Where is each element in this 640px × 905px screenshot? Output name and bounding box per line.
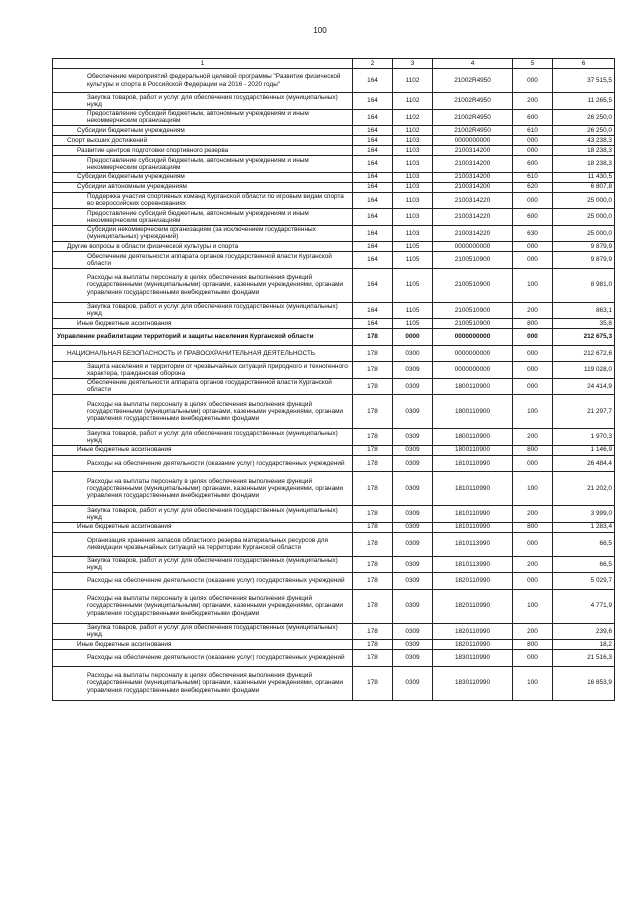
row-section-cell: 1103 [393, 182, 433, 192]
row-expense-type-cell: 200 [513, 302, 553, 319]
row-name-cell: Обеспечение деятельности аппарата органов государственной власти Курганской области [53, 378, 353, 395]
row-name-cell: Иные бюджетные ассигнования [53, 640, 353, 650]
row-code-cell: 164 [353, 302, 393, 319]
row-expense-type-cell: 630 [513, 225, 553, 242]
row-amount-cell: 8 981,0 [553, 268, 615, 302]
row-code-cell: 178 [353, 455, 393, 472]
row-name-cell: НАЦИОНАЛЬНАЯ БЕЗОПАСНОСТЬ И ПРАВООХРАНИТЕЛЬНАЯ ДЕЯТЕЛЬНОСТЬ [53, 345, 353, 362]
table-row [53, 126, 615, 136]
row-code-cell: 178 [353, 345, 393, 362]
row-code-cell: 164 [353, 252, 393, 269]
row-code-cell: 164 [353, 268, 393, 302]
budget-table [52, 58, 615, 701]
row-name-cell: Иные бюджетные ассигнования [53, 319, 353, 329]
row-expense-type-cell: 200 [513, 556, 553, 573]
row-name-cell: Расходы на обеспечение деятельности (оказание услуг) государственных учреждений [53, 650, 353, 667]
row-name-cell: Расходы на выплаты персоналу в целях обеспечения выполнения функций государственными (муниципальными) органами, казенными учреждениями, органами управления государственными внебюджетными фондами [53, 268, 353, 302]
row-name-cell: Иные бюджетные ассигнования [53, 445, 353, 455]
row-section-cell: 0309 [393, 623, 433, 640]
row-amount-cell: 863,1 [553, 302, 615, 319]
table-row [53, 573, 615, 590]
row-expense-type-cell: 200 [513, 429, 553, 446]
row-code-cell: 178 [353, 522, 393, 532]
row-amount-cell: 3 999,0 [553, 506, 615, 523]
row-code-cell: 164 [353, 93, 393, 110]
row-expense-type-cell: 800 [513, 640, 553, 650]
row-section-cell: 1105 [393, 242, 433, 252]
row-expense-type-cell: 000 [513, 362, 553, 379]
row-amount-cell: 26 484,4 [553, 455, 615, 472]
row-section-cell: 0309 [393, 506, 433, 523]
row-expense-type-cell: 000 [513, 136, 553, 146]
column-header: 3 [393, 59, 433, 69]
row-amount-cell: 9 879,9 [553, 242, 615, 252]
row-amount-cell: 18 238,3 [553, 156, 615, 173]
row-target-cell: 2100510900 [433, 302, 513, 319]
row-expense-type-cell: 100 [513, 268, 553, 302]
row-expense-type-cell: 800 [513, 319, 553, 329]
row-expense-type-cell: 000 [513, 329, 553, 346]
row-code-cell: 164 [353, 126, 393, 136]
row-target-cell: 2100314220 [433, 209, 513, 226]
row-expense-type-cell: 000 [513, 378, 553, 395]
row-target-cell: 21002R4950 [433, 109, 513, 126]
table-row [53, 532, 615, 556]
row-name-cell: Обеспечение мероприятий федеральной целевой программы "Развитие физической культуры и спорта в Российской Федерации на 2016 - 2020 годы" [53, 69, 353, 93]
row-amount-cell: 239,6 [553, 623, 615, 640]
row-target-cell: 1820110990 [433, 640, 513, 650]
row-target-cell: 1810110990 [433, 522, 513, 532]
row-expense-type-cell: 000 [513, 192, 553, 209]
row-code-cell: 164 [353, 242, 393, 252]
row-section-cell: 0309 [393, 445, 433, 455]
column-header: 4 [433, 59, 513, 69]
column-header: 6 [553, 59, 615, 69]
row-expense-type-cell: 200 [513, 623, 553, 640]
row-code-cell: 164 [353, 172, 393, 182]
row-expense-type-cell: 000 [513, 650, 553, 667]
row-target-cell: 2100314200 [433, 146, 513, 156]
row-expense-type-cell: 000 [513, 345, 553, 362]
row-section-cell: 0309 [393, 640, 433, 650]
row-code-cell: 178 [353, 556, 393, 573]
row-target-cell: 1800110900 [433, 445, 513, 455]
row-name-cell: Организация хранения запасов областного резерва материальных ресурсов для ликвидации чрезвычайных ситуаций на территории Курганской области [53, 532, 353, 556]
row-amount-cell: 26 250,0 [553, 109, 615, 126]
row-amount-cell: 1 970,3 [553, 429, 615, 446]
row-section-cell: 1103 [393, 225, 433, 242]
table-row [53, 225, 615, 242]
table-row [53, 172, 615, 182]
row-target-cell: 1810113990 [433, 556, 513, 573]
row-target-cell: 1830110990 [433, 650, 513, 667]
row-expense-type-cell: 600 [513, 209, 553, 226]
row-section-cell: 1102 [393, 109, 433, 126]
row-amount-cell: 21 516,3 [553, 650, 615, 667]
row-code-cell: 178 [353, 395, 393, 429]
row-expense-type-cell: 000 [513, 69, 553, 93]
row-code-cell: 178 [353, 640, 393, 650]
row-amount-cell: 11 430,5 [553, 172, 615, 182]
table-row [53, 182, 615, 192]
table-row [53, 556, 615, 573]
row-target-cell: 1810113990 [433, 532, 513, 556]
row-code-cell: 178 [353, 666, 393, 700]
row-code-cell: 178 [353, 329, 393, 346]
table-row [53, 650, 615, 667]
row-section-cell: 0309 [393, 395, 433, 429]
table-row [53, 378, 615, 395]
table-row [53, 268, 615, 302]
row-name-cell: Закупка товаров, работ и услуг для обеспечения государственных (муниципальных) нужд [53, 556, 353, 573]
row-target-cell: 0000000000 [433, 329, 513, 346]
row-name-cell: Предоставление субсидий бюджетным, автономным учреждениям и иным некоммерческим организациям [53, 156, 353, 173]
row-section-cell: 1105 [393, 252, 433, 269]
row-section-cell: 0309 [393, 532, 433, 556]
table-row [53, 69, 615, 93]
row-name-cell: Расходы на выплаты персоналу в целях обеспечения выполнения функций государственными (муниципальными) органами, казенными учреждениями, органами управления государственными внебюджетными фондами [53, 395, 353, 429]
row-name-cell: Предоставление субсидий бюджетным, автономным учреждениям и иным некоммерческим организациям [53, 209, 353, 226]
row-target-cell: 2100314220 [433, 225, 513, 242]
row-expense-type-cell: 100 [513, 666, 553, 700]
row-code-cell: 178 [353, 573, 393, 590]
row-target-cell: 1810110990 [433, 455, 513, 472]
row-amount-cell: 18 238,3 [553, 146, 615, 156]
row-name-cell: Обеспечение деятельности аппарата органов государственной власти Курганской области [53, 252, 353, 269]
row-target-cell: 2100314200 [433, 182, 513, 192]
row-code-cell: 178 [353, 472, 393, 506]
row-expense-type-cell: 100 [513, 589, 553, 623]
table-row [53, 192, 615, 209]
row-amount-cell: 1 146,9 [553, 445, 615, 455]
row-name-cell: Развитие центров подготовки спортивного резерва [53, 146, 353, 156]
row-section-cell: 0000 [393, 329, 433, 346]
row-expense-type-cell: 800 [513, 522, 553, 532]
row-target-cell: 0000000000 [433, 345, 513, 362]
row-amount-cell: 21 202,0 [553, 472, 615, 506]
row-name-cell: Расходы на обеспечение деятельности (оказание услуг) государственных учреждений [53, 455, 353, 472]
row-target-cell: 0000000000 [433, 362, 513, 379]
row-section-cell: 1105 [393, 268, 433, 302]
row-name-cell: Субсидии некоммерческим организациям (за исключением государственных (муниципальных) учреждений) [53, 225, 353, 242]
row-target-cell: 1820110990 [433, 573, 513, 590]
row-code-cell: 164 [353, 146, 393, 156]
row-amount-cell: 35,8 [553, 319, 615, 329]
row-amount-cell: 9 879,9 [553, 252, 615, 269]
table-header-row [53, 59, 615, 69]
column-header: 2 [353, 59, 393, 69]
row-amount-cell: 1 283,4 [553, 522, 615, 532]
table-row [53, 445, 615, 455]
row-code-cell: 178 [353, 506, 393, 523]
row-section-cell: 0309 [393, 650, 433, 667]
row-section-cell: 0309 [393, 556, 433, 573]
row-code-cell: 178 [353, 378, 393, 395]
row-expense-type-cell: 000 [513, 146, 553, 156]
row-name-cell: Спорт высших достижений [53, 136, 353, 146]
row-expense-type-cell: 100 [513, 472, 553, 506]
row-code-cell: 164 [353, 319, 393, 329]
row-section-cell: 0309 [393, 362, 433, 379]
row-section-cell: 1103 [393, 192, 433, 209]
row-section-cell: 1102 [393, 93, 433, 110]
row-section-cell: 1105 [393, 302, 433, 319]
row-amount-cell: 212 672,6 [553, 345, 615, 362]
row-expense-type-cell: 000 [513, 573, 553, 590]
table-row [53, 472, 615, 506]
row-expense-type-cell: 000 [513, 242, 553, 252]
table-row [53, 589, 615, 623]
row-amount-cell: 212 675,3 [553, 329, 615, 346]
column-header: 5 [513, 59, 553, 69]
row-expense-type-cell: 000 [513, 455, 553, 472]
row-expense-type-cell: 600 [513, 156, 553, 173]
row-expense-type-cell: 000 [513, 252, 553, 269]
row-amount-cell: 25 000,0 [553, 225, 615, 242]
table-row [53, 623, 615, 640]
row-name-cell: Закупка товаров, работ и услуг для обеспечения государственных (муниципальных) нужд [53, 429, 353, 446]
table-row [53, 455, 615, 472]
row-expense-type-cell: 200 [513, 506, 553, 523]
row-name-cell: Защита населения и территории от чрезвычайных ситуаций природного и техногенного характера, гражданская оборона [53, 362, 353, 379]
row-target-cell: 1810110990 [433, 506, 513, 523]
row-name-cell: Расходы на выплаты персоналу в целях обеспечения выполнения функций государственными (муниципальными) органами, казенными учреждениями, органами управления государственными внебюджетными фондами [53, 666, 353, 700]
row-section-cell: 1103 [393, 209, 433, 226]
row-amount-cell: 25 000,0 [553, 209, 615, 226]
row-section-cell: 0300 [393, 345, 433, 362]
row-section-cell: 1102 [393, 126, 433, 136]
row-name-cell: Другие вопросы в области физической культуры и спорта [53, 242, 353, 252]
row-amount-cell: 119 028,0 [553, 362, 615, 379]
row-code-cell: 178 [353, 429, 393, 446]
row-amount-cell: 5 029,7 [553, 573, 615, 590]
row-name-cell: Управление реабилитации территорий и защиты населения Курганской области [53, 329, 353, 346]
row-name-cell: Субсидии бюджетным учреждениям [53, 126, 353, 136]
row-target-cell: 0000000000 [433, 136, 513, 146]
row-section-cell: 0309 [393, 429, 433, 446]
row-name-cell: Субсидии автономным учреждениям [53, 182, 353, 192]
row-target-cell: 2100510900 [433, 268, 513, 302]
row-section-cell: 1103 [393, 136, 433, 146]
row-target-cell: 0000000000 [433, 242, 513, 252]
row-expense-type-cell: 800 [513, 445, 553, 455]
table-row [53, 109, 615, 126]
table-row [53, 146, 615, 156]
row-expense-type-cell: 100 [513, 395, 553, 429]
row-section-cell: 1105 [393, 319, 433, 329]
row-amount-cell: 26 250,0 [553, 126, 615, 136]
row-amount-cell: 4 771,9 [553, 589, 615, 623]
row-code-cell: 164 [353, 109, 393, 126]
row-target-cell: 1800110900 [433, 378, 513, 395]
row-name-cell: Иные бюджетные ассигнования [53, 522, 353, 532]
table-row [53, 242, 615, 252]
row-amount-cell: 21 297,7 [553, 395, 615, 429]
row-amount-cell: 11 265,5 [553, 93, 615, 110]
row-target-cell: 2100314200 [433, 172, 513, 182]
row-amount-cell: 6 807,8 [553, 182, 615, 192]
column-header: 1 [53, 59, 353, 69]
row-amount-cell: 16 853,9 [553, 666, 615, 700]
row-name-cell: Закупка товаров, работ и услуг для обеспечения государственных (муниципальных) нужд [53, 93, 353, 110]
row-code-cell: 164 [353, 225, 393, 242]
row-amount-cell: 66,5 [553, 532, 615, 556]
row-section-cell: 0309 [393, 472, 433, 506]
row-target-cell: 21002R4950 [433, 69, 513, 93]
row-expense-type-cell: 000 [513, 532, 553, 556]
row-target-cell: 1820110990 [433, 589, 513, 623]
table-row [53, 429, 615, 446]
row-code-cell: 164 [353, 182, 393, 192]
table-row [53, 506, 615, 523]
row-code-cell: 178 [353, 362, 393, 379]
row-target-cell: 1820110990 [433, 623, 513, 640]
row-section-cell: 0309 [393, 378, 433, 395]
row-section-cell: 0309 [393, 589, 433, 623]
row-amount-cell: 24 414,9 [553, 378, 615, 395]
row-section-cell: 0309 [393, 573, 433, 590]
row-target-cell: 21002R4950 [433, 126, 513, 136]
row-expense-type-cell: 610 [513, 126, 553, 136]
row-section-cell: 0309 [393, 666, 433, 700]
row-expense-type-cell: 200 [513, 93, 553, 110]
row-name-cell: Поддержка участия спортивных команд Курганской области по игровым видам спорта во всероссийских соревнованиях [53, 192, 353, 209]
table-row [53, 395, 615, 429]
row-section-cell: 0309 [393, 522, 433, 532]
table-row [53, 209, 615, 226]
row-name-cell: Расходы на обеспечение деятельности (оказание услуг) государственных учреждений [53, 573, 353, 590]
row-target-cell: 1800110900 [433, 395, 513, 429]
table-row [53, 666, 615, 700]
row-amount-cell: 43 238,3 [553, 136, 615, 146]
table-row [53, 136, 615, 146]
row-code-cell: 178 [353, 650, 393, 667]
row-target-cell: 2100314200 [433, 156, 513, 173]
row-code-cell: 178 [353, 623, 393, 640]
row-target-cell: 1800110900 [433, 429, 513, 446]
row-code-cell: 178 [353, 532, 393, 556]
row-name-cell: Расходы на выплаты персоналу в целях обеспечения выполнения функций государственными (муниципальными) органами, казенными учреждениями, органами управления государственными внебюджетными фондами [53, 472, 353, 506]
page-number: 100 [313, 26, 327, 35]
row-code-cell: 164 [353, 192, 393, 209]
row-target-cell: 21002R4950 [433, 93, 513, 110]
row-target-cell: 2100510900 [433, 252, 513, 269]
row-code-cell: 164 [353, 156, 393, 173]
row-name-cell: Закупка товаров, работ и услуг для обеспечения государственных (муниципальных) нужд [53, 506, 353, 523]
row-target-cell: 2100314220 [433, 192, 513, 209]
row-expense-type-cell: 610 [513, 172, 553, 182]
row-amount-cell: 25 000,0 [553, 192, 615, 209]
table-row [53, 522, 615, 532]
table-row [53, 302, 615, 319]
row-target-cell: 2100510900 [433, 319, 513, 329]
row-code-cell: 178 [353, 589, 393, 623]
row-code-cell: 178 [353, 445, 393, 455]
row-code-cell: 164 [353, 69, 393, 93]
row-name-cell: Закупка товаров, работ и услуг для обеспечения государственных (муниципальных) нужд [53, 623, 353, 640]
row-name-cell: Расходы на выплаты персоналу в целях обеспечения выполнения функций государственными (муниципальными) органами, казенными учреждениями, органами управления государственными внебюджетными фондами [53, 589, 353, 623]
row-amount-cell: 18,2 [553, 640, 615, 650]
row-code-cell: 164 [353, 136, 393, 146]
table-row [53, 156, 615, 173]
row-section-cell: 1103 [393, 146, 433, 156]
row-target-cell: 1810110990 [433, 472, 513, 506]
table-row [53, 93, 615, 110]
row-amount-cell: 37 515,5 [553, 69, 615, 93]
table-row [53, 345, 615, 362]
row-section-cell: 1103 [393, 156, 433, 173]
table-row [53, 362, 615, 379]
table-row [53, 329, 615, 346]
row-amount-cell: 66,5 [553, 556, 615, 573]
row-target-cell: 1830110990 [433, 666, 513, 700]
table-row [53, 640, 615, 650]
table-row [53, 252, 615, 269]
row-name-cell: Субсидии бюджетным учреждениям [53, 172, 353, 182]
row-expense-type-cell: 620 [513, 182, 553, 192]
row-name-cell: Предоставление субсидий бюджетным, автономным учреждениям и иным некоммерческим организациям [53, 109, 353, 126]
row-section-cell: 1102 [393, 69, 433, 93]
table-row [53, 319, 615, 329]
row-section-cell: 1103 [393, 172, 433, 182]
row-expense-type-cell: 600 [513, 109, 553, 126]
row-section-cell: 0309 [393, 455, 433, 472]
row-name-cell: Закупка товаров, работ и услуг для обеспечения государственных (муниципальных) нужд [53, 302, 353, 319]
row-code-cell: 164 [353, 209, 393, 226]
